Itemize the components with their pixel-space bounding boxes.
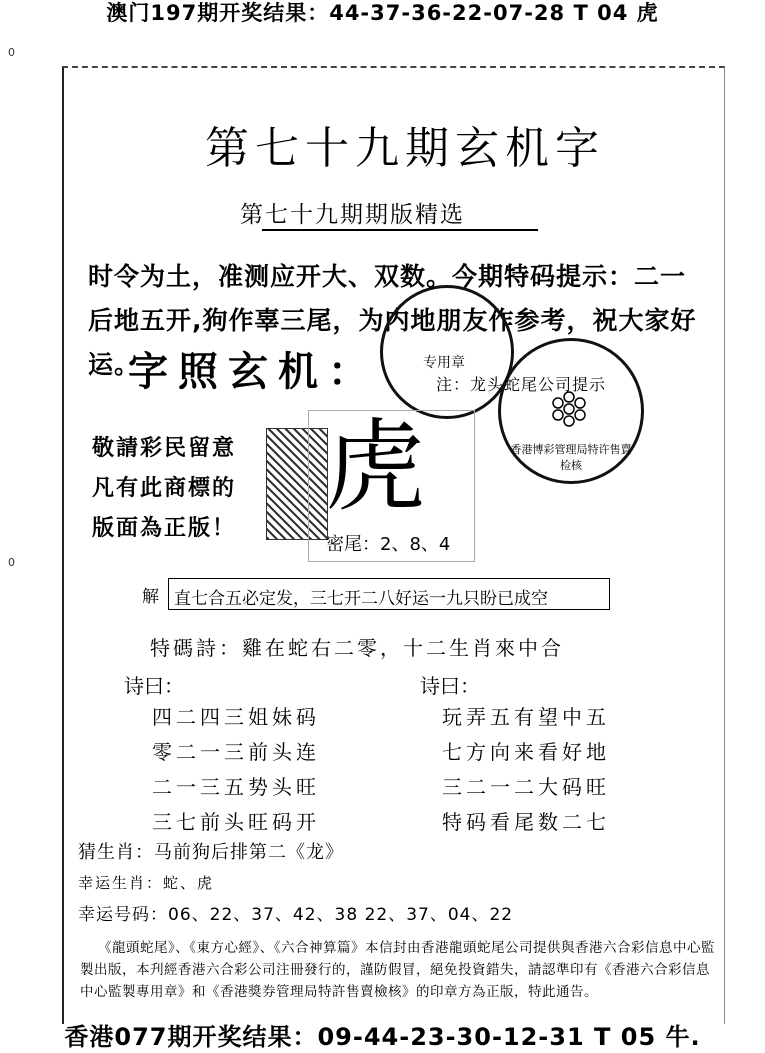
stamp-seal-2 [498, 338, 644, 484]
poem-line: 零二一三前头连 [152, 740, 320, 764]
poem-line: 四二四三姐妹码 [152, 705, 320, 729]
subtitle-underline [262, 229, 538, 231]
stamp-seal-2-text: 香港博彩管理局特许售賣检核 [510, 443, 632, 472]
notice-line: 凡有此商標的 [92, 475, 237, 501]
right-poem-head: 诗曰： [420, 674, 480, 698]
notice-line: 敬請彩民留意 [92, 435, 237, 461]
poem-line: 七方向来看好地 [442, 740, 610, 764]
poem-line: 玩弄五有望中五 [442, 705, 610, 729]
intro-paragraph: 时令为土，准测应开大、双数。今期特码提示：二一后地五开,狗作辜三尾，为内地朋友作参考，祝大家好运。 [88, 262, 697, 379]
edge-mark: 0 [8, 46, 15, 59]
poem-line: 特码看尾数二七 [442, 810, 610, 834]
stamp-seal-1 [380, 285, 514, 419]
footer-disclaimer: 《龍頭蛇尾》、《東方心經》、《六合神算篇》本信封由香港龍頭蛇尾公司提供與香港六合彩信息中心監製出版，本刋經香港六合彩公司注冊發行的，謹防假冒，絕免投資錯失，請認準印有《香港六合彩信息中心監製專用章》和《香港獎券管理局特許售賣檢核》的印章方為正版，特此通告。 [80, 940, 715, 1000]
lucky-numbers: 幸运号码：06、22、37、42、38 22、37、04、22 [78, 905, 514, 925]
hongkong-result-banner: 香港077期开奖结果：09-44-23-30-12-31 T 05 牛. [64, 1023, 701, 1051]
macau-result-banner: 澳门197期开奖结果：44-37-36-22-07-28 T 04 虎 [106, 1, 659, 25]
zizhao-heading: 字照玄机： [128, 349, 378, 395]
company-note: 注：龙头蛇尾公司提示 [436, 375, 607, 394]
poem-line: 二一三五势头旺 [152, 775, 320, 799]
poem-line: 三二一二大码旺 [442, 775, 610, 799]
lucky-zodiac: 幸运生肖：蛇、虎 [78, 874, 215, 892]
authenticity-notice [92, 428, 236, 548]
stamp-seal-1-text: 专用章 [423, 355, 465, 371]
mi-wei-hint: 密尾：2、8、4 [326, 534, 451, 555]
guess-zodiac: 猜生肖：马前狗后排第二《龙》 [78, 842, 344, 863]
page-subtitle: 第七十九期期版精选 [240, 202, 465, 228]
poem-line: 三七前头旺码开 [152, 810, 320, 834]
edge-mark: 0 [8, 556, 15, 569]
page-title: 第七十九期玄机字 [205, 123, 605, 174]
special-code-poem: 特碼詩：雞在蛇右二零，十二生肖來中合 [150, 636, 564, 660]
left-poem [152, 700, 320, 840]
mystery-character: 虎 [325, 408, 425, 525]
notice-line: 版面為正版！ [92, 515, 237, 541]
flower-emblem-icon [549, 389, 589, 429]
jie-label: 解 [142, 587, 159, 607]
jie-text: 直七合五必定发，三七开二八好运一九只盼已成空 [174, 589, 548, 609]
right-poem [442, 700, 610, 840]
left-poem-head: 诗曰： [124, 674, 184, 698]
